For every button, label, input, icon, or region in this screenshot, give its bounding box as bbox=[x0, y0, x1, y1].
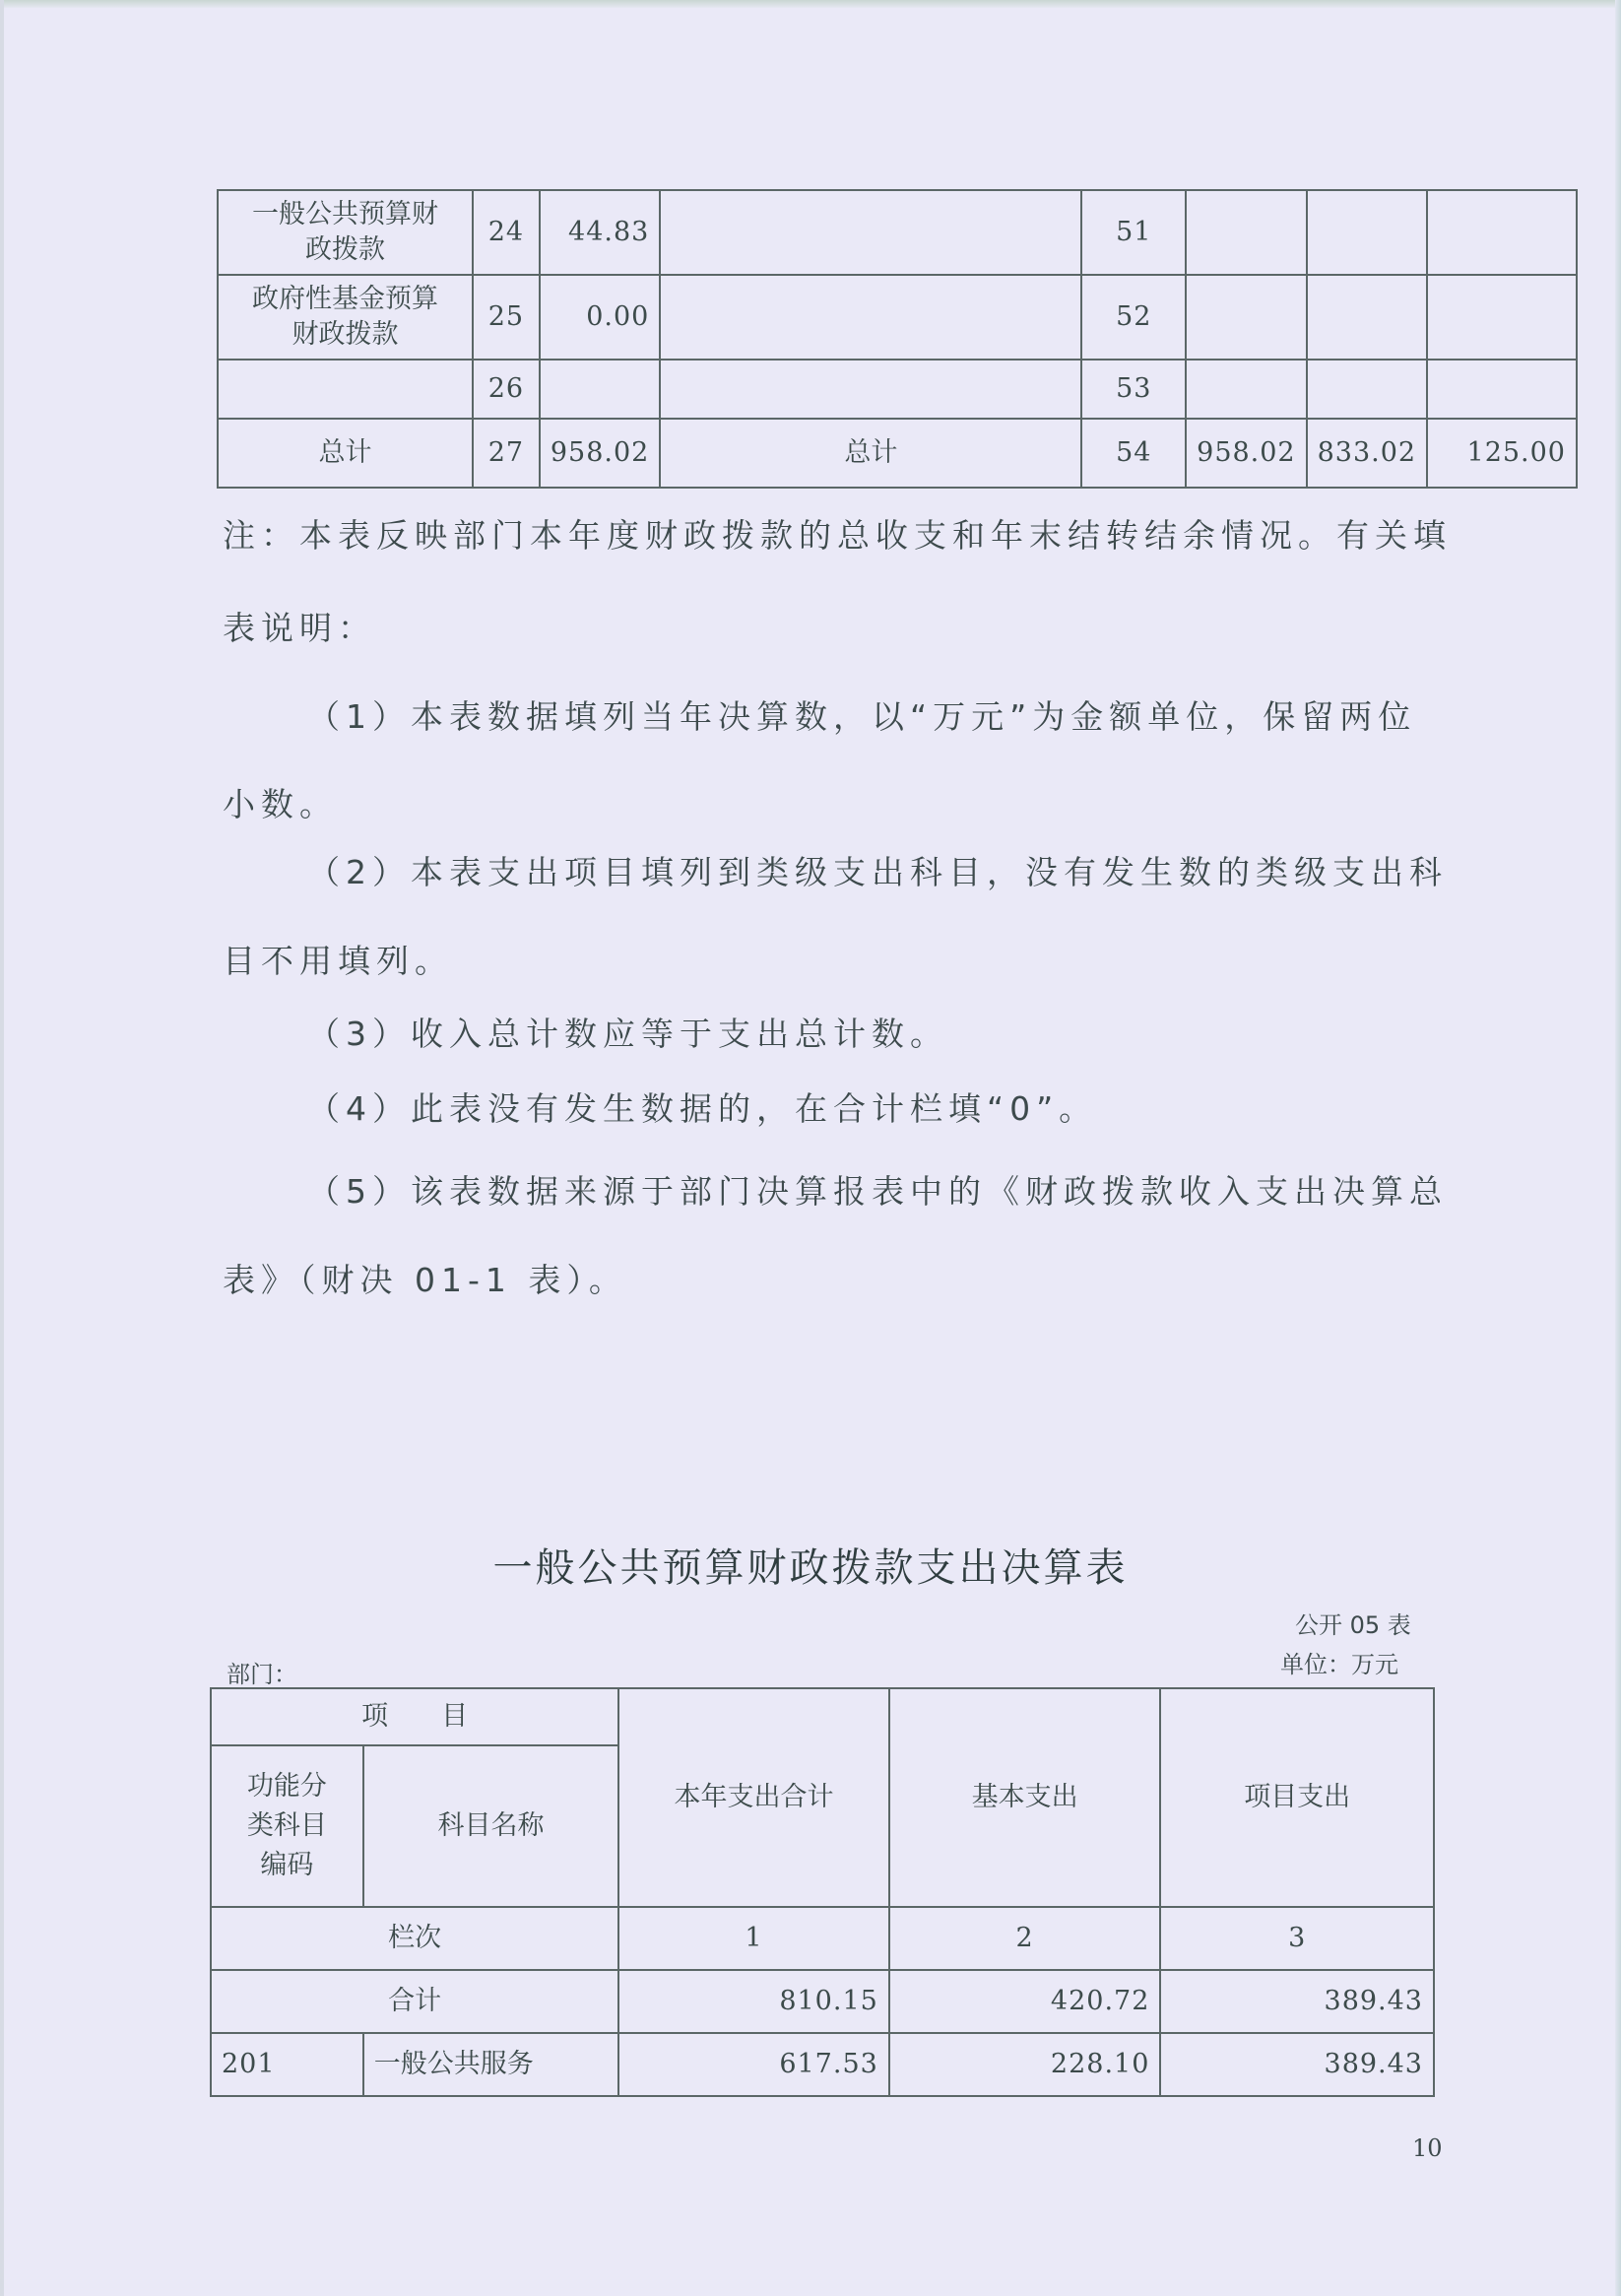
header-code-line: 编码 bbox=[260, 1850, 314, 1880]
table-row bbox=[218, 360, 1577, 419]
header-project: 项目支出 bbox=[1160, 1688, 1434, 1907]
column-index-2: 2 bbox=[889, 1907, 1161, 1970]
header-name: 科目名称 bbox=[363, 1745, 618, 1907]
header-code-line: 功能分 bbox=[246, 1771, 327, 1802]
label-line: 政拨款 bbox=[304, 234, 385, 265]
table-row bbox=[218, 275, 1577, 360]
income-grand-total: 958.02 bbox=[540, 419, 660, 488]
total-amount: 810.15 bbox=[618, 1970, 889, 2033]
row-total: 617.53 bbox=[618, 2033, 889, 2096]
income-item-label bbox=[218, 360, 473, 419]
note-item-2-line1: （2）本表支出项目填列到类级支出科目，没有发生数的类级支出科 bbox=[307, 853, 1448, 891]
line-number: 52 bbox=[1081, 275, 1186, 360]
expense-item-label bbox=[660, 275, 1081, 360]
grand-total-row bbox=[218, 419, 1577, 488]
note-item-5-line2: 表》（财决 01-1 表）。 bbox=[223, 1261, 627, 1299]
expense-basic bbox=[1307, 275, 1427, 360]
header-total: 本年支出合计 bbox=[618, 1688, 889, 1907]
expense-grand-total-label: 总计 bbox=[660, 419, 1081, 488]
subject-name: 一般公共服务 bbox=[363, 2033, 618, 2096]
expense-grand-total: 958.02 bbox=[1186, 419, 1306, 488]
line-number: 26 bbox=[473, 360, 540, 419]
column-index-3: 3 bbox=[1160, 1907, 1434, 1970]
label-line: 财政拨款 bbox=[292, 319, 399, 350]
total-row bbox=[211, 1970, 1434, 2033]
line-number: 24 bbox=[473, 190, 540, 275]
note-item-2-line2: 目不用填列。 bbox=[223, 942, 453, 980]
subject-code: 201 bbox=[211, 2033, 363, 2096]
header-row bbox=[211, 1688, 1434, 1745]
income-amount: 44.83 bbox=[540, 190, 660, 275]
line-number: 53 bbox=[1081, 360, 1186, 419]
form-number: 公开 05 表 bbox=[1295, 1611, 1411, 1639]
header-item: 项 目 bbox=[211, 1688, 618, 1745]
page-edge-left bbox=[0, 0, 4, 2296]
header-basic: 基本支出 bbox=[889, 1688, 1161, 1907]
header-code bbox=[211, 1745, 363, 1907]
expense-total bbox=[1186, 275, 1306, 360]
expense-project bbox=[1427, 275, 1577, 360]
note-item-1-line2: 小数。 bbox=[223, 785, 338, 823]
expense-item-label bbox=[660, 190, 1081, 275]
income-item-label bbox=[218, 275, 473, 360]
expense-basic bbox=[1307, 190, 1427, 275]
header-code-line: 类科目 bbox=[246, 1810, 327, 1841]
total-basic: 420.72 bbox=[889, 1970, 1161, 2033]
table-row bbox=[218, 190, 1577, 275]
row-project: 389.43 bbox=[1160, 2033, 1434, 2096]
total-project: 389.43 bbox=[1160, 1970, 1434, 2033]
note-item-4: （4）此表没有发生数据的，在合计栏填“0”。 bbox=[307, 1089, 1098, 1128]
column-index-label: 栏次 bbox=[211, 1907, 618, 1970]
income-item-label bbox=[218, 190, 473, 275]
page-number: 10 bbox=[1412, 2134, 1443, 2162]
income-amount bbox=[540, 360, 660, 419]
line-number: 27 bbox=[473, 419, 540, 488]
fiscal-appropriation-summary-table-continued bbox=[217, 189, 1578, 489]
line-number: 51 bbox=[1081, 190, 1186, 275]
note-item-5-line1: （5）该表数据来源于部门决算报表中的《财政拨款收入支出决算总 bbox=[307, 1172, 1448, 1211]
column-index-1: 1 bbox=[618, 1907, 889, 1970]
label-line: 政府性基金预算 bbox=[251, 284, 438, 314]
label-line: 一般公共预算财 bbox=[251, 199, 438, 230]
line-number: 25 bbox=[473, 275, 540, 360]
expense-project bbox=[1427, 190, 1577, 275]
total-label: 合计 bbox=[211, 1970, 618, 2033]
expense-total bbox=[1186, 190, 1306, 275]
note-intro-line1: 注：本表反映部门本年度财政拨款的总收支和年末结转结余情况。有关填 bbox=[223, 516, 1452, 555]
note-item-1-line1: （1）本表数据填列当年决算数，以“万元”为金额单位，保留两位 bbox=[307, 697, 1417, 736]
general-public-budget-expenditure-table bbox=[210, 1687, 1435, 2097]
note-item-3: （3）收入总计数应等于支出总计数。 bbox=[307, 1015, 948, 1053]
basic-expense-grand-total: 833.02 bbox=[1307, 419, 1427, 488]
department-label: 部门： bbox=[227, 1661, 297, 1688]
project-expense-grand-total: 125.00 bbox=[1427, 419, 1577, 488]
expense-project bbox=[1427, 360, 1577, 419]
income-amount: 0.00 bbox=[540, 275, 660, 360]
page-edge-right bbox=[1615, 0, 1621, 2296]
expense-total bbox=[1186, 360, 1306, 419]
page-edge-top bbox=[0, 0, 1621, 8]
table-row bbox=[211, 2033, 1434, 2096]
column-index-row bbox=[211, 1907, 1434, 1970]
row-basic: 228.10 bbox=[889, 2033, 1161, 2096]
grand-total-label: 总计 bbox=[218, 419, 473, 488]
expense-item-label bbox=[660, 360, 1081, 419]
line-number: 54 bbox=[1081, 419, 1186, 488]
expense-basic bbox=[1307, 360, 1427, 419]
unit-label: 单位：万元 bbox=[1280, 1651, 1398, 1678]
table-title: 一般公共预算财政拨款支出决算表 bbox=[492, 1545, 1129, 1591]
note-intro-line2: 表说明： bbox=[223, 609, 376, 647]
